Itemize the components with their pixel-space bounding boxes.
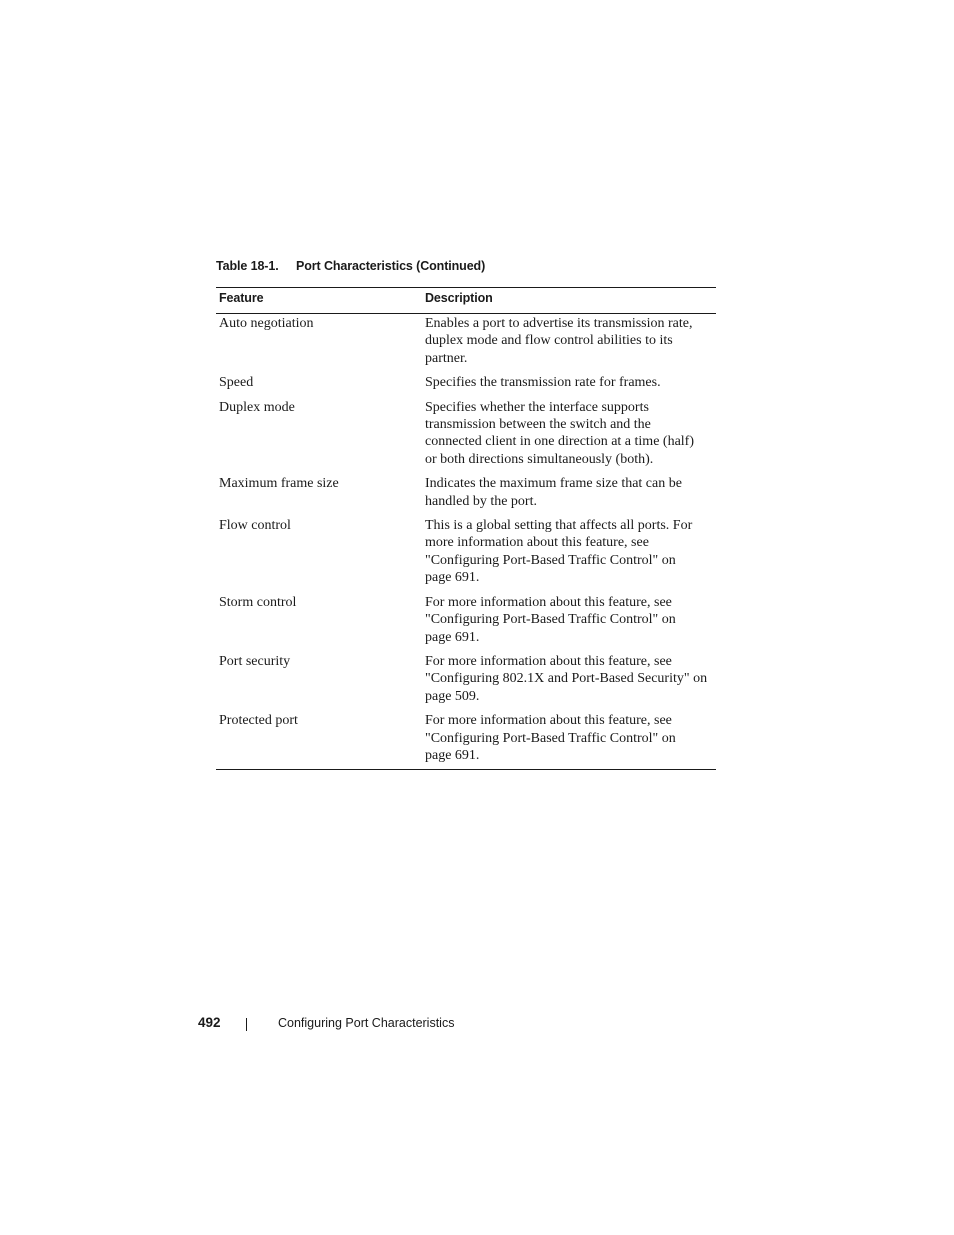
feature-cell: Auto negotiation [219, 316, 314, 331]
feature-cell: Maximum frame size [219, 476, 339, 492]
table-row [216, 315, 716, 367]
table-row [216, 712, 716, 764]
description-cell [422, 712, 716, 764]
table-caption [216, 259, 485, 273]
description-line: Specifies whether the interface supports [425, 399, 649, 415]
description-cell [422, 374, 716, 391]
table-row [216, 374, 716, 391]
description-line: connected client in one direction at a time (half) [425, 434, 694, 450]
description-line: For more information about this feature, see [425, 594, 672, 610]
table-row [216, 517, 716, 587]
description-cell [422, 594, 716, 646]
table-row [216, 594, 716, 646]
feature-cell: Duplex mode [219, 399, 295, 415]
table-caption-number: Table 18-1. [216, 259, 279, 273]
description-cell [422, 399, 716, 469]
table-body [216, 314, 716, 769]
description-line: Indicates the maximum frame size that can be [425, 476, 682, 492]
description-line: partner. [425, 350, 468, 366]
description-line: "Configuring Port-Based Traffic Control" on [425, 612, 676, 628]
table-row [216, 399, 716, 469]
description-line: For more information about this feature, see [425, 713, 672, 729]
table-caption-title: Port Characteristics (Continued) [295, 259, 486, 273]
feature-cell: Speed [219, 375, 254, 391]
description-line: Enables a port to advertise its transmission rate, [425, 316, 693, 331]
description-line: transmission between the switch and the [425, 417, 651, 433]
description-line: "Configuring Port-Based Traffic Control" on [425, 730, 676, 746]
description-cell [422, 315, 716, 367]
description-line: page 691. [425, 570, 480, 586]
table-header-row [216, 288, 716, 314]
page-number: 492 [198, 1015, 221, 1030]
description-line: "Configuring 802.1X and Port-Based Security" on [425, 671, 708, 687]
table-row [216, 475, 716, 510]
description-line: "Configuring Port-Based Traffic Control" on [425, 552, 676, 568]
table-row [216, 653, 716, 705]
description-line: more information about this feature, see [425, 535, 649, 551]
description-line: page 691. [425, 747, 480, 763]
description-line: page 509. [425, 688, 480, 704]
column-header-feature: Feature [219, 291, 264, 305]
column-header-description: Description [425, 291, 493, 305]
description-line: page 691. [425, 629, 480, 645]
feature-cell: Flow control [219, 518, 291, 534]
feature-cell: Protected port [219, 713, 298, 729]
description-cell [422, 517, 716, 587]
port-characteristics-table [216, 287, 716, 770]
description-line: This is a global setting that affects all ports. For [425, 518, 693, 534]
feature-cell: Port security [219, 653, 291, 669]
feature-cell: Storm control [219, 594, 297, 610]
description-line: Specifies the transmission rate for frames. [425, 375, 661, 391]
chapter-title: Configuring Port Characteristics [278, 1016, 455, 1030]
description-line: or both directions simultaneously (both). [425, 451, 654, 467]
description-cell [422, 475, 716, 510]
description-line: handled by the port. [425, 493, 537, 509]
description-line: duplex mode and flow control abilities to its [425, 333, 673, 349]
footer-separator [246, 1018, 247, 1031]
description-cell [422, 653, 716, 705]
description-line: For more information about this feature, see [425, 653, 672, 669]
